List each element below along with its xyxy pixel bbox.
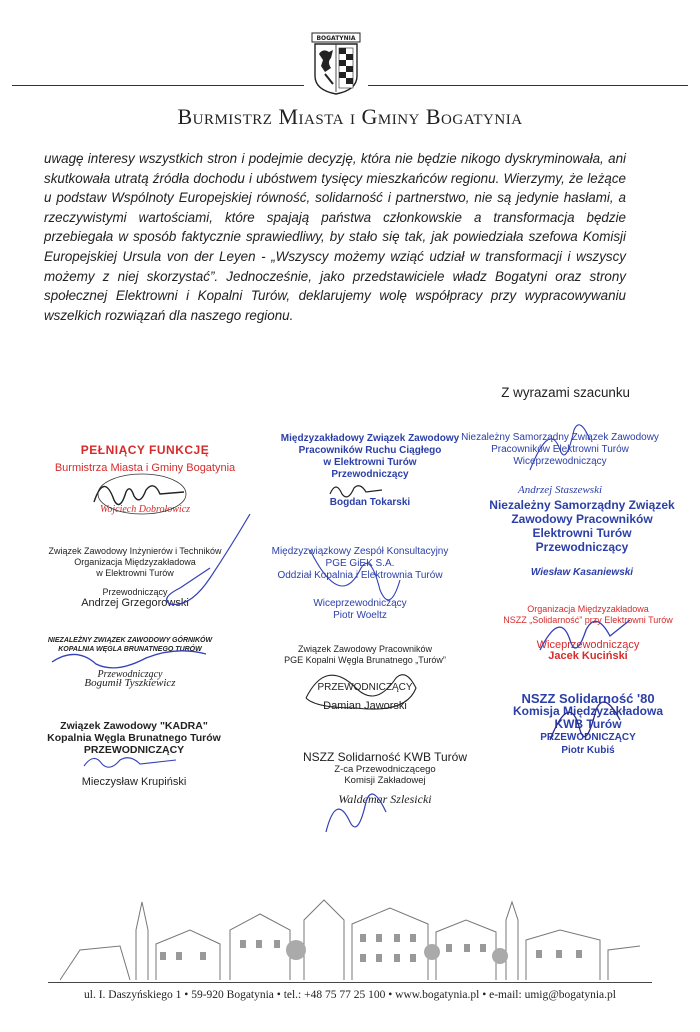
signature-pracownikow-kopalni	[270, 644, 460, 712]
stamp-line: NSZZ Solidarność '80	[521, 691, 655, 706]
stamp-line: Kopalnia Węgla Brunatnego Turów	[47, 732, 221, 744]
stamp-role: Wiceprzewodniczący	[313, 598, 407, 609]
stamp-role: Przewodniczący	[331, 469, 409, 480]
signature-solidarnosc-elektrowni	[488, 604, 688, 662]
signature-nszz-kwb	[290, 750, 480, 805]
footer-rule	[48, 982, 652, 983]
stamp-line: Związek Zawodowy Pracowników	[297, 644, 433, 654]
signature-inzynierow	[30, 546, 240, 609]
stamp-role: Przewodniczący	[97, 669, 163, 680]
signature-kadra	[34, 720, 234, 788]
signatory-name: Bogumił Tyszkiewicz	[84, 677, 176, 689]
stamp-line: Komisji Zakładowej	[344, 775, 426, 786]
closing-phrase: Z wyrazami szacunku	[501, 385, 630, 400]
stamp-line: Z-ca Przewodniczącego	[334, 764, 436, 775]
stamp-role: PRZEWODNICZĄCY	[83, 744, 185, 756]
signatory-name: Andrzej Staszewski	[517, 484, 603, 496]
stamp-line: Komisja Międzyzakładowa	[512, 704, 664, 718]
signatory-name: Piotr Kubiś	[561, 745, 615, 756]
stamp-role: Wiceprzewodniczący	[513, 456, 607, 467]
stamp-line: Pracowników Elektrowni Turów	[491, 444, 629, 455]
signature-niezalezny-elektrowni	[460, 432, 660, 496]
header-rule-left	[12, 85, 304, 86]
stamp-line: Związek Zawodowy Inżynierów i Techników	[48, 546, 222, 556]
stamp-line: Elektrowni Turów	[532, 526, 632, 540]
letter-body: uwagę interesy wszystkich stron i podejmie decyzję, która nie będzie nikogo dyskryminowała, ani skutkowała utratą źródła dochodu i ubóstwem tysięcy mieszkańców regionu. Wierzymy, że leżące u podstaw Wspólnoty Europejskiej równość, solidarność i partnerstwo, nie są jedynie hasłami, a rzeczywistymi wartościami, które spajają państwa członkowskie a transformacja będzie przebiegała w sposób faktycznie sprawiedliwy, by stało się tak, jak powiedziała szefowa Komisji Europejskiej Ursula von der Leyen - „Wszyscy możemy wziąć udział w transformacji i wszyscy możemy z niej skorzystać”. Jednocześnie, jako przedstawiciele władz Bogatyni oraz strony społecznej Elektrowni i Kopalni Turów, deklarujemy wolę współpracy przy wypracowywaniu wszelkich rozwiązań dla naszego regionu.	[44, 151, 626, 323]
stamp-role: PRZEWODNICZĄCY	[540, 732, 636, 743]
stamp-line: PGE GiEK S.A.	[325, 558, 395, 569]
stamp-line: KWB Turów	[554, 717, 622, 731]
footer-contact: ul. I. Daszyńskiego 1 • 59-920 Bogatynia • tel.: +48 75 77 25 100 • www.bogatynia.pl • e-mail: umig@bogatynia.pl	[84, 989, 616, 1001]
stamp-role: PRZEWODNICZĄCY	[317, 682, 413, 693]
stamp-line: Burmistrza Miasta i Gminy Bogatynia	[54, 462, 236, 474]
stamp-line: Międzyzwiązkowy Zespół Konsultacyjny	[271, 546, 449, 557]
signature-ruch-ciaglego	[270, 433, 470, 509]
stamp-line: PEŁNIĄCY FUNKCJĘ	[80, 443, 210, 457]
stamp-line: w Elektrowni Turów	[96, 568, 174, 578]
signatory-name: Andrzej Grzegorowski	[81, 597, 189, 609]
stamp-line: NSZZ Solidarność KWB Turów	[302, 750, 468, 764]
stamp-role: Wiceprzewodniczący	[536, 639, 640, 651]
signatory-name: Bogdan Tokarski	[329, 497, 411, 508]
stamp-line: NSZZ „Solidarność” przy Elektrowni Turów	[503, 615, 673, 625]
stamp-line: w Elektrowni Turów	[323, 457, 417, 468]
signatory-name: Damian Jaworski	[323, 700, 407, 712]
stamp-line: Organizacja Międzyzakładowa	[74, 557, 196, 567]
signatory-name: Waldemar Szlesicki	[338, 792, 432, 806]
coat-of-arms-icon	[311, 32, 361, 96]
signatory-name: Mieczysław Krupiński	[81, 776, 187, 788]
signature-burmistrz	[40, 444, 250, 516]
stamp-line: Oddział Kopalnia i Elektrownia Turów	[277, 570, 443, 581]
signature-konsultacyjny	[262, 546, 458, 622]
stamp-line: Niezależny Samorządny Związek	[489, 498, 675, 512]
signatory-name: Wiesław Kasaniewski	[530, 567, 634, 578]
stamp-line: Zawodowy Pracowników	[511, 512, 653, 526]
header-rule-right	[368, 85, 688, 86]
signatory-name: Wojciech Dobrołowicz	[99, 504, 191, 515]
stamp-line: Organizacja Międzyzakładowa	[527, 604, 649, 614]
town-skyline-illustration	[60, 890, 640, 982]
signatory-name: Jacek Kuciński	[548, 650, 628, 662]
signature-niezalezny-big	[470, 498, 694, 580]
signature-gornikow	[30, 636, 230, 688]
document-title: Burmistrz Miasta i Gminy Bogatynia	[177, 104, 523, 129]
stamp-line: Międzyzakładowy Związek Zawodowy	[280, 433, 460, 444]
stamp-role: Przewodniczący	[535, 540, 629, 554]
crest-label: BOGATYNIA	[316, 35, 356, 43]
stamp-line: Pracowników Ruchu Ciągłego	[298, 445, 442, 456]
stamp-line: NIEZALEŻNY ZWIĄZEK ZAWODOWY GÓRNIKÓW	[47, 637, 213, 644]
stamp-line: PGE Kopalni Węgla Brunatnego „Turów”	[284, 655, 446, 665]
stamp-line: Związek Zawodowy "KADRA"	[60, 720, 208, 732]
signatory-name: Piotr Woeltz	[333, 610, 387, 621]
stamp-role: Przewodniczący	[102, 587, 168, 597]
stamp-line: KOPALNIA WĘGLA BRUNATNEGO TURÓW	[58, 646, 202, 653]
signature-solidarnosc-80	[488, 692, 688, 757]
stamp-line: Niezależny Samorządny Związek Zawodowy	[461, 432, 659, 443]
